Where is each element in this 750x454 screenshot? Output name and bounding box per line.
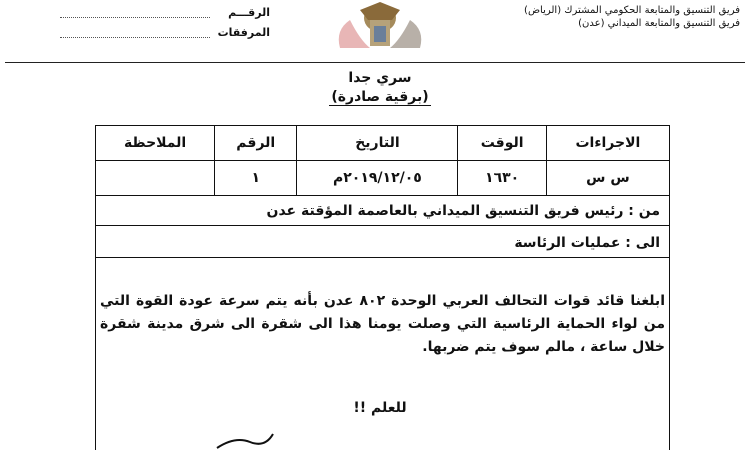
routing-table: [95, 125, 670, 196]
header-actions: الاجراءات: [546, 126, 669, 161]
message-body: ابلغنا قائد قوات التحالف العربي الوحدة ٨٠٢ عدن بأنه يتم سرعة عودة القوة التي من لواء الحماية الرئاسية التي وصلت يومنا هذا الى شقرة الى شرق مدينة شقرة خلال ساعة ، مالم سوف يتم ضربها.: [100, 293, 665, 355]
attachments-field: [60, 27, 210, 38]
header-number: الرقم: [215, 126, 297, 161]
table-row: [96, 161, 670, 196]
attachments-label: المرفقات: [217, 25, 270, 39]
reference-number-field: [60, 7, 210, 18]
to-line: الى : عمليات الرئاسة: [95, 228, 670, 258]
header-divider: [5, 62, 745, 63]
signature-stroke: [215, 432, 275, 450]
closing-line: للعلم !!: [353, 400, 407, 416]
from-line: من : رئيس فريق التنسيق الميداني بالعاصمة المؤقتة عدن: [95, 196, 670, 226]
document-type-text: (برقية صادرة): [331, 89, 429, 105]
reference-number-label: الرقـــم: [228, 5, 270, 19]
attachments-row: [60, 22, 270, 42]
organization-header: [480, 4, 740, 30]
header-note: الملاحظة: [96, 126, 215, 161]
cell-time: ١٦٣٠: [458, 161, 546, 196]
cell-actions: س س: [546, 161, 669, 196]
document-type-label: [300, 89, 460, 105]
national-emblem-icon: [330, 0, 430, 50]
cell-number: ١: [215, 161, 297, 196]
table-header-row: [96, 126, 670, 161]
header-time: الوقت: [458, 126, 546, 161]
org-line-2: فريق التنسيق والمتابعة الميداني (عدن): [578, 18, 740, 29]
cell-note: [96, 161, 215, 196]
cell-date: ٢٠١٩/١٢/٠٥م: [297, 161, 458, 196]
reference-number-row: [60, 2, 270, 22]
org-line-1: فريق التنسيق والمتابعة الحكومي المشترك (الرياض): [524, 5, 740, 16]
header-date: التاريخ: [297, 126, 458, 161]
classification-label: سري جدا: [348, 70, 412, 86]
reference-fields: [60, 2, 270, 42]
